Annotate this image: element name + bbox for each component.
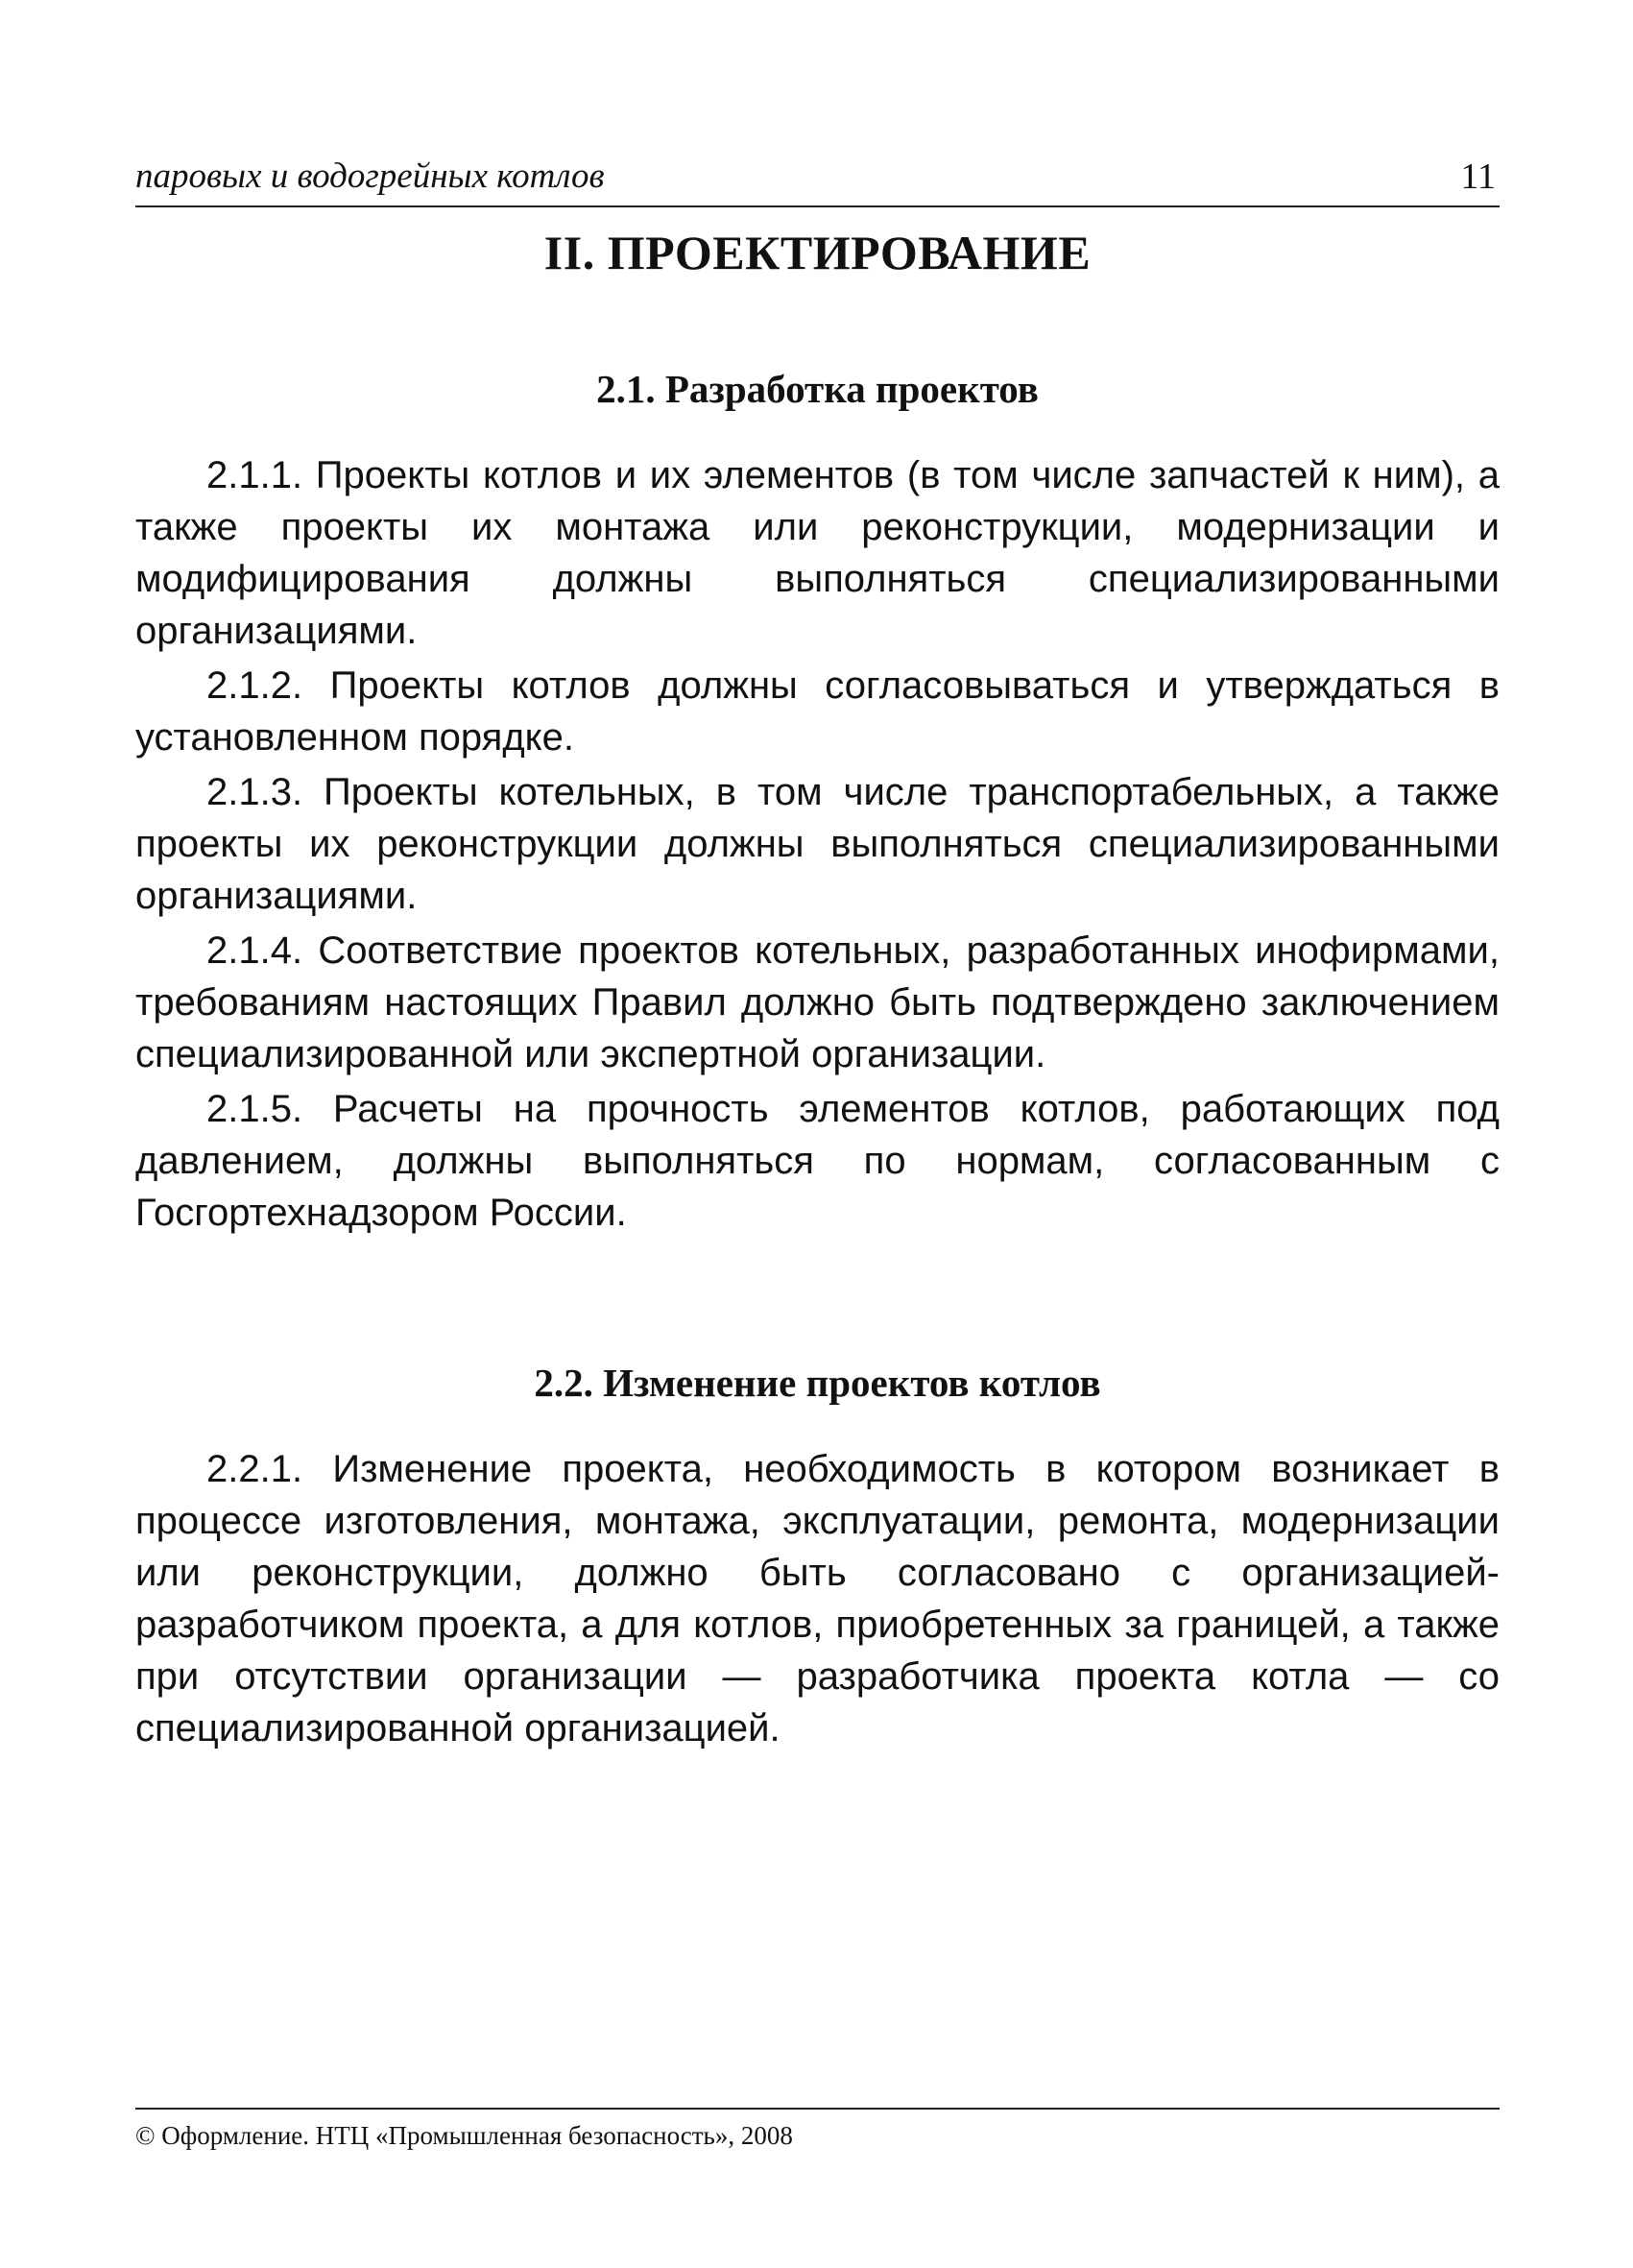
running-title: паровых и водогрейных котлов [135, 157, 605, 196]
section-body-2-2 [135, 1443, 1500, 1757]
section-title-2-2: 2.2. Изменение проектов котлов [534, 1361, 1101, 1405]
paragraph-2-1-3: 2.1.3. Проекты котельных, в том числе транспортабельных, а также проекты их реконструкции должны выполняться специализированными организациями. [135, 771, 1500, 917]
paragraph-2-1-4: 2.1.4. Соответствие проектов котельных, разработанных инофирмами, требованиям настоящих Правил должно быть подтверждено заключением специализированной или экспертной организации. [135, 929, 1500, 1075]
running-header [135, 152, 1500, 207]
section-body-2-1 [135, 449, 1500, 1242]
paragraph-2-1-2: 2.1.2. Проекты котлов должны согласовываться и утверждаться в установленном порядке. [135, 664, 1500, 759]
copyright-text: © Оформление. НТЦ «Промышленная безопасность», 2008 [135, 2121, 793, 2150]
page-footer [135, 2108, 1500, 2152]
page-number: 11 [1460, 157, 1496, 197]
section-title-2-1: 2.1. Разработка проектов [596, 367, 1039, 411]
chapter-title: II. ПРОЕКТИРОВАНИЕ [543, 226, 1092, 279]
paragraph-2-1-1: 2.1.1. Проекты котлов и их элементов (в том числе запчастей к ним), а также проекты их монтажа или реконструкции, модернизации и модифицирования должны выполняться специализированными организациями. [135, 454, 1500, 652]
paragraph-2-1-5: 2.1.5. Расчеты на прочность элементов котлов, работающих под давлением, должны выполняться по нормам, согласованным с Госгортехнадзором России. [135, 1088, 1500, 1234]
paragraph-2-2-1: 2.2.1. Изменение проекта, необходимость в котором возникает в процессе изготовления, монтажа, эксплуатации, ремонта, модернизации или реконструкции, должно быть согласовано с организацией-разработчиком проекта, а для котлов, приобретенных за границей, а также при отсутствии организации — разработчика проекта котла — со специализированной организацией. [135, 1448, 1500, 1749]
